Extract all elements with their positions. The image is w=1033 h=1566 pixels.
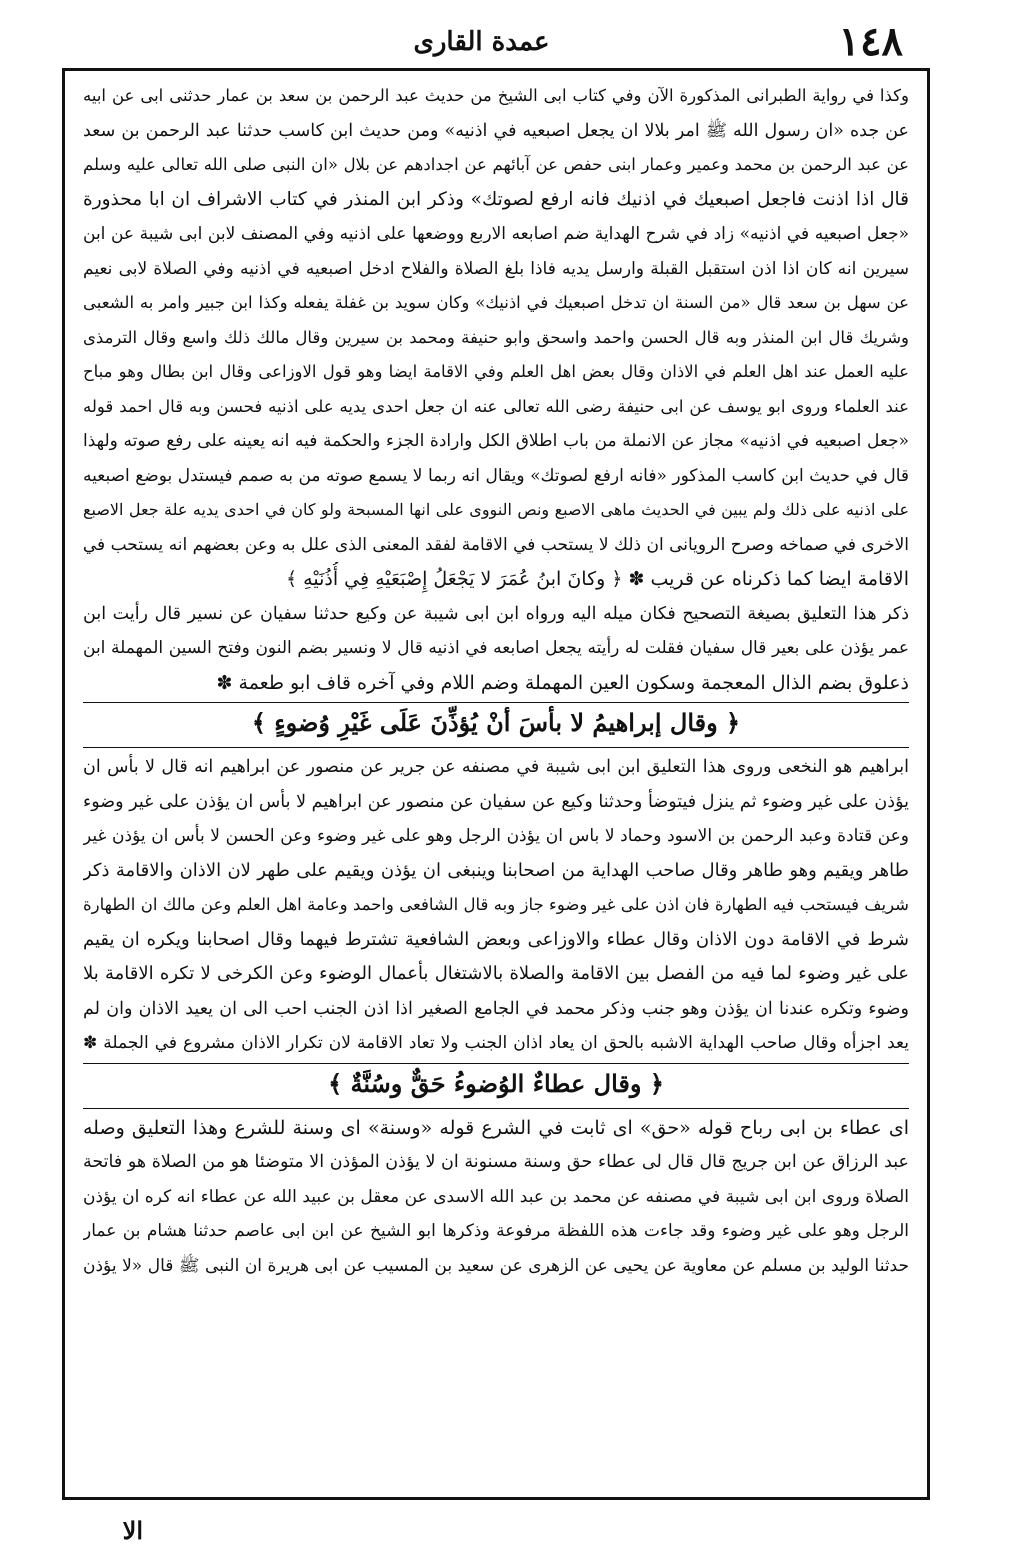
text-line: «جعل اصبعيه في اذنيه» مجاز عن الانملة من باب اطلاق الكل وارادة الجزء والحكمة فيه انه يعينه على رفع صوته ولهذا: [83, 431, 909, 451]
text-line: شرط في الاقامة دون الاذان وقال عطاء والاوزاعى وبعض الشافعية تشترط فيهما وقال اصحابنا ويكره ان يقيم: [83, 928, 909, 950]
text-line: وكذا في رواية الطبرانى المذكورة الآن وفي كتاب ابى الشيخ من حديث عبد الرحمن بن سعد بن عمار حدثنى ابى عن ابيه: [83, 86, 909, 105]
text-line: على غير وضوء لما فيه من الفصل بين الاقامة والصلاة بالاشتغال بأعمال الوضوء وعن الكرخى لا تكره الاقامة بلا: [83, 963, 909, 984]
text-line: وعن قتادة وعبد الرحمن بن الاسود وحماد لا باس ان يؤذن الرجل وهو على غير وضوء وعن الحسن لا بأس ان يؤذن غير: [83, 826, 909, 846]
text-line: يعد اجزأه وقال صاحب الهداية الاشبه بالحق ان يعاد اذان الجنب ولا تعاد الاقامة لان تكرار الاذان مشروع في الجملة ✽: [83, 1033, 909, 1053]
text-line: على اذنيه على ذلك ولم يبين في الحديث ماهى الاصبع ونص النووى على انها المسبحة ولو كان في احدى يديه علة جعل الاصبع: [83, 500, 909, 519]
text-frame: [62, 68, 930, 1500]
text-line: وضوء وتكره عندنا ان يؤذن وهو جنب وذكر محمد في الجامع الصغير اذا اذن الجنب احب الى ان يعيد الاذان وان لم: [83, 998, 909, 1019]
text-line: يؤذن على غير وضوء ثم ينزل فيتوضأ وحدثنا وكيع عن سفيان عن منصور عن ابراهيم لا بأس ان يؤذن على غير وضوء: [83, 791, 909, 812]
text-line: عن سهل بن سعد قال «من السنة ان تدخل اصبعيك في اذنيك» وكان سويد بن غفلة يفعله وكذا ابن جبير وامر به الشعبى: [83, 293, 909, 312]
text-line: عليه العمل عند اهل العلم في الاذان وقال بعض اهل العلم وفي الاقامة ايضا وهو قول الاوزاعى وقال ابن بطال وهو مباح: [83, 362, 909, 381]
text-line: قال اذا اذنت فاجعل اصبعيك في اذنيك فانه ارفع لصوتك» وذكر ابن المنذر في كتاب الاشراف ان ابا محذورة: [83, 188, 909, 210]
text-line: اى عطاء بن ابى رباح قوله «حق» اى ثابت في الشرع قوله «وسنة» اى وسنة للشرع وهذا التعليق وصله: [83, 1116, 909, 1139]
page-header: [60, 20, 903, 64]
text-line: الاقامة ايضا كما ذكرناه عن قريب ✽ ﴿ وكانَ ابنُ عُمَرَ لا يَجْعَلُ إِصْبَعَيْهِ فِي أُذُنَيْهِ ﴾: [286, 568, 909, 590]
running-title: عمدة القارى: [413, 27, 550, 57]
text-line: عن جده «ان رسول الله ﷺ امر بلالا ان يجعل اصبعيه في اذنيه» ومن حديث ابن كاسب حدثنا عبد الرحمن بن سعد: [83, 120, 909, 141]
text-line: ذعلوق بضم الذال المعجمة وسكون العين المهملة وضم اللام وفي آخره قاف ابو طعمة ✽: [216, 671, 909, 694]
text-line: ذكر هذا التعليق بصيغة التصحيح فكان ميله اليه ورواه ابن ابى شيبة عن وكيع حدثنا سفيان عن نسير قال رأيت ابن: [83, 603, 909, 624]
text-line: الصلاة وروى ابن ابى شيبة في مصنفه عن محمد بن عبد الله الاسدى عن معقل بن عبيد الله عن عطاء انه كره ان يؤذن: [83, 1186, 909, 1207]
section-heading: ﴿ وقال عطاءٌ الوُضوءُ حَقٌّ وسُنَّةٌ ﴾: [83, 1063, 909, 1109]
text-line: عمر يؤذن على بعير قال سفيان فقلت له رأيته يجعل اصابعه في اذنيه قال لا ونسير بضم النون وفتح السين المهملة ابن: [83, 638, 909, 658]
text-line: طاهر ويقيم وهو طاهر وقال صاحب الهداية من اصحابنا وينبغى ان يؤذن ويقيم على طهر لان الاذان والاقامة ذكر: [83, 859, 909, 881]
text-line: الاخرى في صماخه وصرح الرويانى ان ذلك لا يستحب في الاقامة لفقد المعنى الذى علل به وعن بعضهم انه يستحب في: [83, 534, 909, 555]
text-line: وشريك قال ابن المنذر وبه قال الحسن واحمد واسحق وابو حنيفة ومحمد بن سيرين وقال مالك ذلك واسع وقال الترمذى: [83, 327, 909, 347]
text-line: قال في حديث ابن كاسب المذكور «فانه ارفع لصوتك» ويقال انه ربما لا يسمع صوته من به صمم فيستدل بوضع اصبعيه: [83, 465, 909, 486]
text-line: «جعل اصبعيه في اذنيه» زاد في شرح الهداية ضم اصابعه الاربع ووضعها على اذنيه وفي المصنف لابن ابى شيبة عن ابن: [83, 224, 909, 244]
text-line: سيرين انه كان اذا اذن استقبل القبلة وارسل يديه فاذا بلغ الصلاة والفلاح ادخل اصبعيه في اذنيه وفي الصلاة لابى نعيم: [83, 258, 909, 279]
text-line: الرجل وهو على غير وضوء وقد جاءت هذه اللفظة مرفوعة وذكرها ابو الشيخ عن ابن ابى عاصم حدثنا هشام بن عمار: [83, 1221, 909, 1241]
section-heading: ﴿ وقال إبراهيمُ لا بأسَ أنْ يُؤذِّنَ عَلَى غَيْرِ وُضوءٍ ﴾: [83, 702, 909, 748]
text-line: عن عبد الرحمن بن محمد وعمير وعمار ابنى حفص عن آبائهم عن اجدادهم عن بلال «ان النبى صلى الله تعالى عليه وسلم: [83, 155, 909, 174]
text-line: عند العلماء وروى ابو يوسف عن ابى حنيفة رضى الله تعالى عنه ان جعل احدى يديه على اذنيه فحسن وبه قال احمد قوله: [83, 396, 909, 416]
text-line: عبد الرزاق عن ابن جريج قال قال لى عطاء حق وسنة مسنونة ان لا يؤذن المؤذن الا متوضئا هو من الصلاة هو فاتحة: [83, 1152, 909, 1172]
text-line: شريف فيستحب فيه الطهارة فان اذن على غير وضوء جاز وبه قال الشافعى واحمد وعامة اهل العلم وعن مالك ان الطهارة: [83, 895, 909, 914]
page-number: ١٤٨: [838, 18, 903, 65]
text-line: ابراهيم هو النخعى وروى هذا التعليق ابن ابى شيبة في مصنفه عن جرير عن منصور عن ابراهيم انه قال لا بأس ان: [83, 757, 909, 777]
catchword: الا: [122, 1516, 143, 1545]
text-line: حدثنا الوليد بن مسلم عن معاوية عن يحيى عن الزهرى عن سعيد بن المسيب عن ابى هريرة ان النبى ﷺ قال «لا يؤذن: [83, 1255, 909, 1276]
